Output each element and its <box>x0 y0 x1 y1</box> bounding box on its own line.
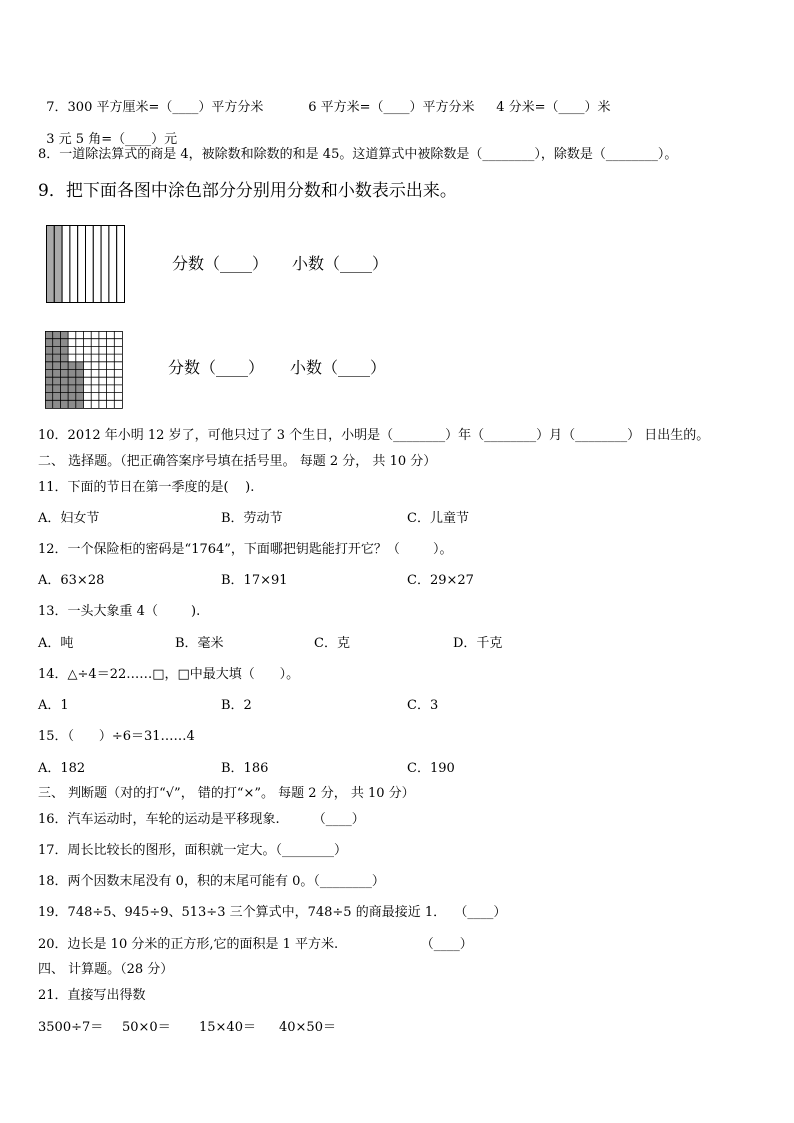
q21-item-4: 40×50＝ <box>279 1020 336 1035</box>
q9-figure-1-strip <box>46 225 126 303</box>
q15-option-b: B．186 <box>221 761 269 776</box>
section-3-heading: 三、 判断题（对的打“√”， 错的打“×”。 每题 2 分， 共 10 分） <box>38 786 415 801</box>
section-2-heading: 二、 选择题。（把正确答案序号填在括号里。 每题 2 分， 共 10 分） <box>38 454 437 469</box>
q13-option-a: A．吨 <box>38 636 74 651</box>
q9-figure-2-grid <box>45 331 123 409</box>
q21-item-2: 50×0＝ <box>122 1020 171 1035</box>
q16-text: 16．汽车运动时，车轮的运动是平移现象. （____） <box>38 812 365 827</box>
q15-stem: 15．（ ）÷6＝31……4 <box>38 729 195 744</box>
q11-option-a: A．妇女节 <box>38 511 100 526</box>
q13-stem: 13．一头大象重 4（ ). <box>38 604 201 619</box>
q7-part-d-wrap <box>38 116 177 148</box>
q17-text: 17．周长比较长的图形，面积就一定大。（________） <box>38 843 348 858</box>
section-4-heading: 四、 计算题。（28 分） <box>38 962 174 977</box>
q7-part-c: 4 分米=（____）米 <box>496 100 611 115</box>
q7-part-c-wrap <box>488 84 611 116</box>
q8-text: 8．一道除法算式的商是 4，被除数和除数的和是 45。这道算式中被除数是（________），除数是（________）。 <box>38 147 678 162</box>
q13-option-b: B．毫米 <box>175 636 224 651</box>
q15-option-a: A．182 <box>38 761 86 776</box>
q7-part-b: 6 平方米=（____）平方分米 <box>308 100 475 115</box>
q9-fig1-decimal: 小数（____） <box>292 254 389 273</box>
q7-part-a: 7．300 平方厘米=（____）平方分米 <box>46 100 264 115</box>
q14-option-c: C．3 <box>407 698 439 713</box>
q12-option-a: A．63×28 <box>38 573 105 588</box>
q7-line <box>38 84 263 116</box>
q12-stem: 12．一个保险柜的密码是“1764”，下面哪把钥匙能打开它？（ ）。 <box>38 542 453 557</box>
q7-part-d: 3 元 5 角=（____）元 <box>46 132 178 147</box>
q20-text: 20．边长是 10 分米的正方形,它的面积是 1 平方米. （____） <box>38 937 473 952</box>
q9-title: 9．把下面各图中涂色部分分别用分数和小数表示出来。 <box>38 181 457 201</box>
q10-text: 10．2012 年小明 12 岁了，可他只过了 3 个生日，小明是（________）年（________）月（________） 日出生的。 <box>38 428 710 443</box>
q9-fig2-fraction: 分数（____） <box>168 358 265 377</box>
q11-option-c: C．儿童节 <box>407 511 469 526</box>
q12-option-b: B．17×91 <box>221 573 288 588</box>
q7-part-b-wrap <box>300 84 475 116</box>
q13-option-c: C．克 <box>314 636 350 651</box>
q13-option-d: D．千克 <box>453 636 503 651</box>
q15-option-c: C．190 <box>407 761 455 776</box>
q21-stem: 21．直接写出得数 <box>38 988 146 1003</box>
q14-stem: 14．△÷4＝22……□，□中最大填（ ）。 <box>38 667 300 682</box>
q12-option-c: C．29×27 <box>407 573 474 588</box>
q14-option-a: A．1 <box>38 698 69 713</box>
q21-item-1: 3500÷7＝ <box>38 1020 104 1035</box>
q19-text: 19．748÷5、945÷9、513÷3 三个算式中，748÷5 的商最接近 1． （____） <box>38 905 507 920</box>
q14-option-b: B．2 <box>221 698 252 713</box>
q21-item-3: 15×40＝ <box>199 1020 256 1035</box>
q9-fig2-decimal: 小数（____） <box>290 358 387 377</box>
q9-fig1-fraction: 分数（____） <box>172 254 269 273</box>
q18-text: 18．两个因数末尾没有 0，积的末尾可能有 0。（________） <box>38 874 385 889</box>
q11-stem: 11．下面的节日在第一季度的是( ). <box>38 480 255 495</box>
q11-option-b: B．劳动节 <box>221 511 283 526</box>
